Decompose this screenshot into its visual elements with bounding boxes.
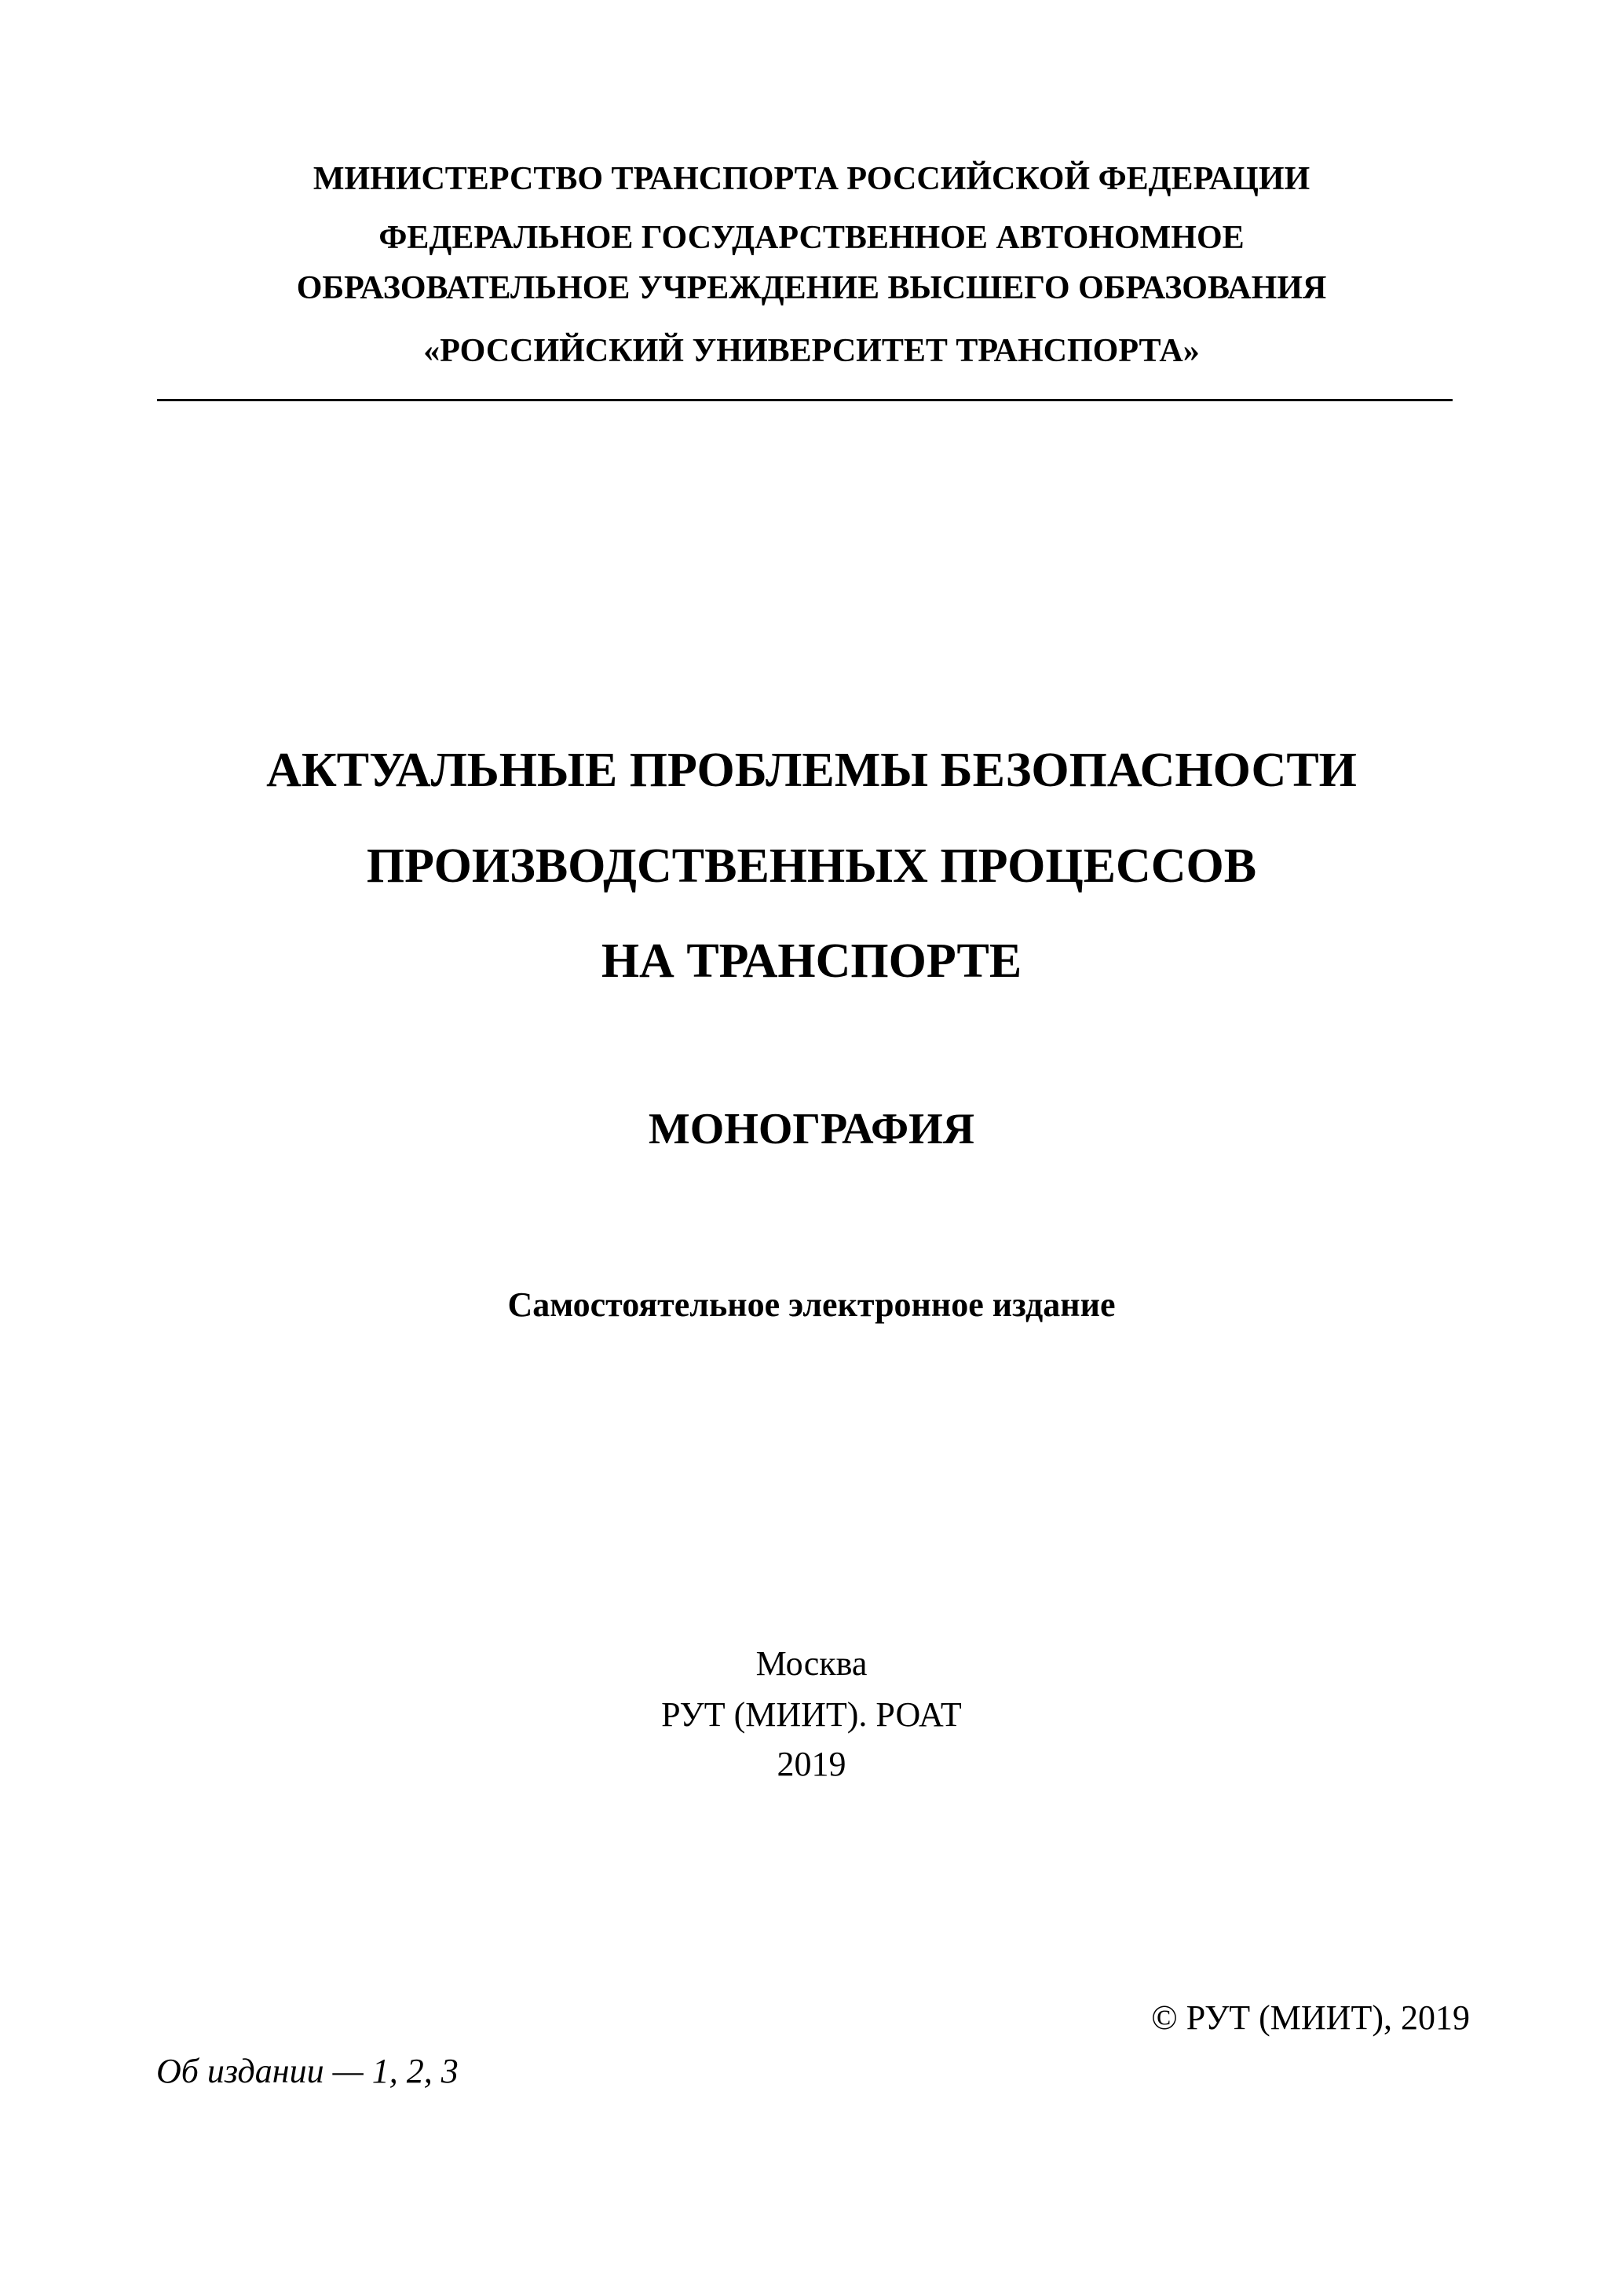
institution-line-2: ОБРАЗОВАТЕЛЬНОЕ УЧРЕЖДЕНИЕ ВЫСШЕГО ОБРАЗОВАНИЯ <box>296 270 1327 306</box>
book-title-line-3: НА ТРАНСПОРТЕ <box>601 934 1022 988</box>
book-title-line-1: АКТУАЛЬНЫЕ ПРОБЛЕМЫ БЕЗОПАСНОСТИ <box>266 744 1357 797</box>
imprint-city: Москва <box>755 1644 868 1683</box>
imprint-publisher: РУТ (МИИТ). РОАТ <box>661 1695 962 1734</box>
imprint-year: 2019 <box>777 1745 846 1783</box>
header-divider <box>157 399 1453 401</box>
university-name: «РОССИЙСКИЙ УНИВЕРСИТЕТ ТРАНСПОРТА» <box>423 333 1200 369</box>
about-edition-link[interactable]: Об издании — 1, 2, 3 <box>156 2052 459 2090</box>
ministry-line: МИНИСТЕРСТВО ТРАНСПОРТА РОССИЙСКОЙ ФЕДЕРАЦИИ <box>313 161 1310 197</box>
copyright-notice: © РУТ (МИИТ), 2019 <box>1151 1998 1470 2037</box>
institution-line-1: ФЕДЕРАЛЬНОЕ ГОСУДАРСТВЕННОЕ АВТОНОМНОЕ <box>378 220 1245 256</box>
edition-label: Самостоятельное электронное издание <box>507 1285 1116 1324</box>
book-title-line-2: ПРОИЗВОДСТВЕННЫХ ПРОЦЕССОВ <box>366 839 1257 893</box>
genre-label: МОНОГРАФИЯ <box>648 1105 975 1153</box>
